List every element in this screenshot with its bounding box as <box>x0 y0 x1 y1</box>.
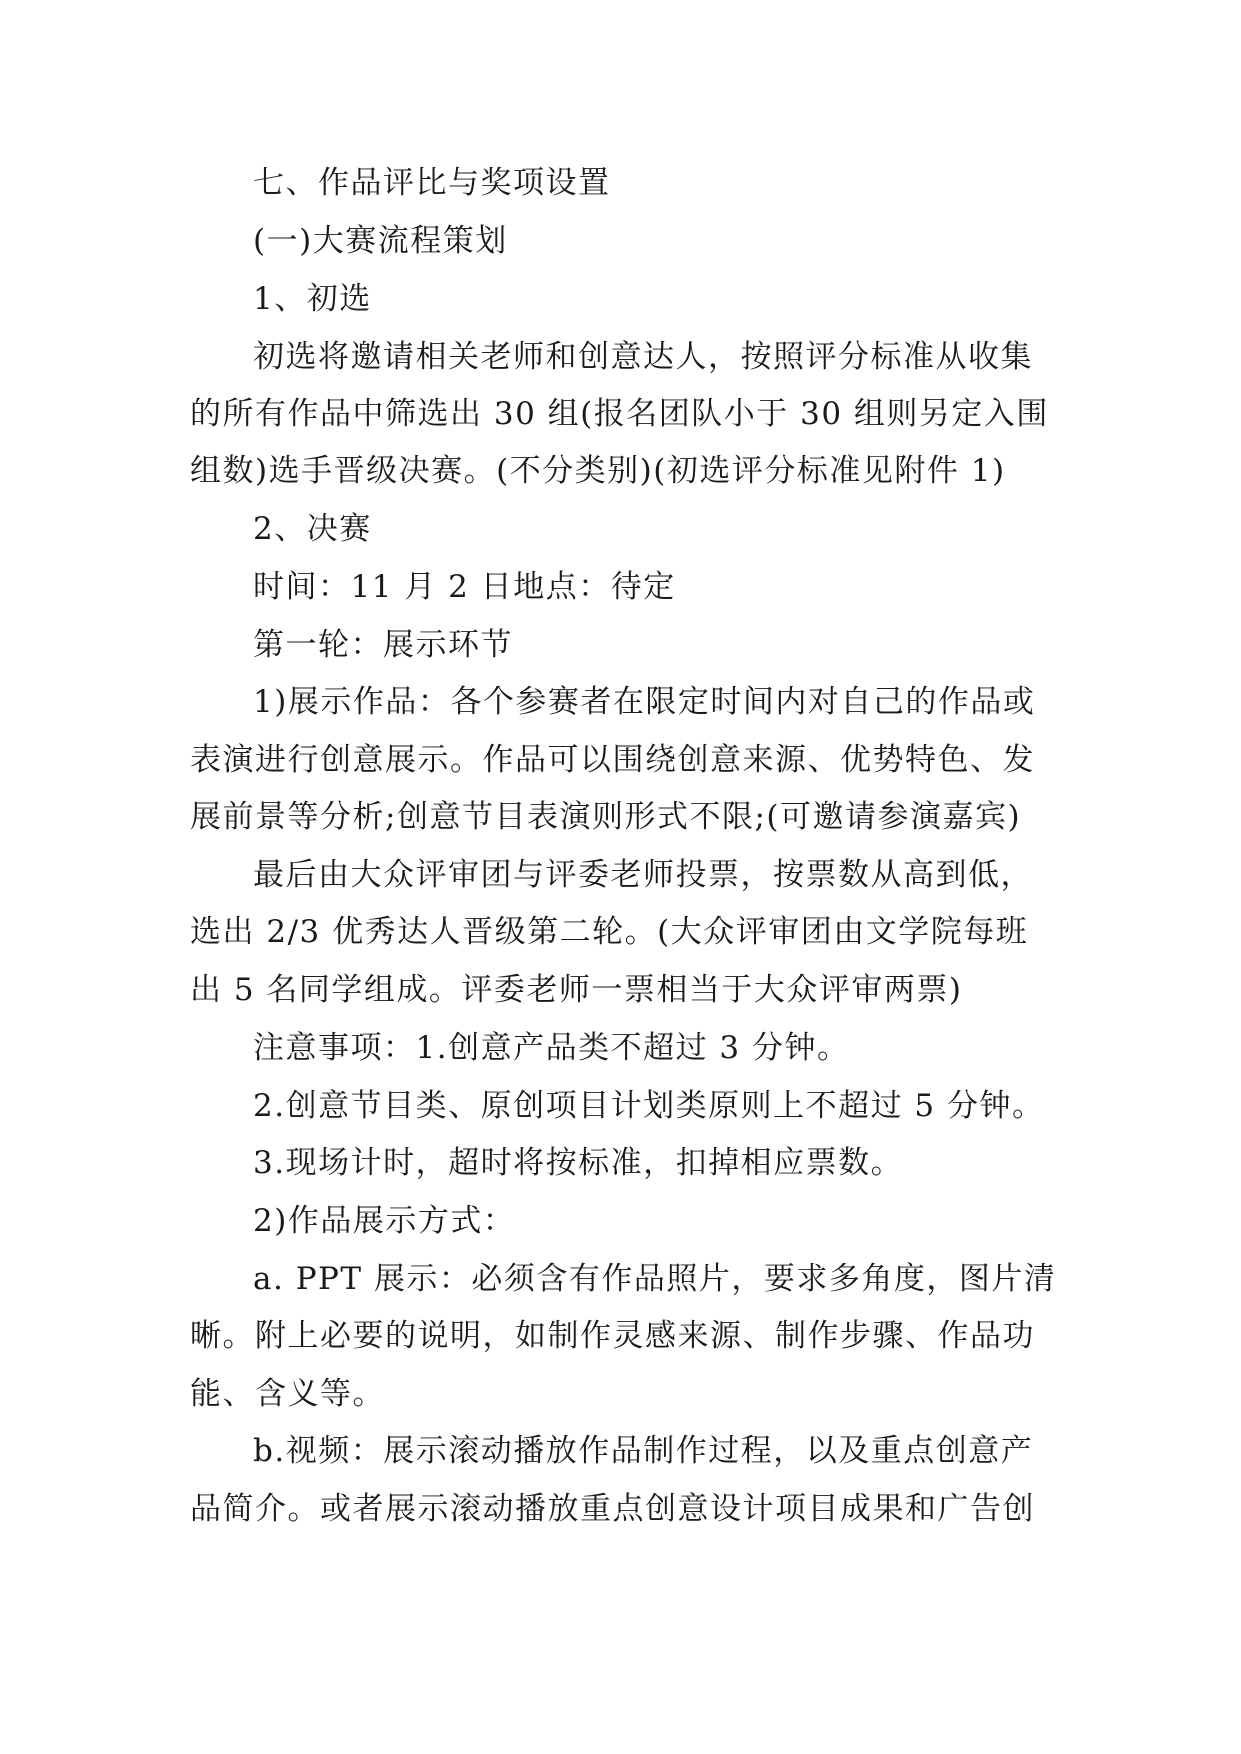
item-heading: 2、决赛 <box>253 511 372 547</box>
paragraph-line: 组数)选手晋级决赛。(不分类别)(初选评分标准见附件 1) <box>190 453 1006 489</box>
item-heading: 1、初选 <box>253 281 372 317</box>
paragraph-line: 注意事项：1.创意产品类不超过 3 分钟。 <box>253 1030 850 1066</box>
paragraph-line: 2.创意节目类、原创项目计划类原则上不超过 5 分钟。 <box>253 1088 1045 1124</box>
paragraph-line: 出 5 名同学组成。评委老师一票相当于大众评审两票) <box>190 972 963 1008</box>
paragraph-line: 2)作品展示方式： <box>253 1203 516 1239</box>
paragraph-line: 1)展示作品：各个参赛者在限定时间内对自己的作品或 <box>253 684 1036 720</box>
paragraph-line: 展前景等分析;创意节目表演则形式不限;(可邀请参演嘉宾) <box>190 799 1022 835</box>
paragraph-line: a. PPT 展示：必须含有作品照片，要求多角度，图片清 <box>253 1261 1057 1297</box>
paragraph-line: 初选将邀请相关老师和创意达人，按照评分标准从收集 <box>253 339 1033 375</box>
paragraph-line: 选出 2/3 优秀达人晋级第二轮。(大众评审团由文学院每班 <box>190 914 1029 950</box>
paragraph-line: 时间：11 月 2 日地点：待定 <box>253 569 676 605</box>
paragraph-line: 能、含义等。 <box>190 1376 385 1412</box>
paragraph-line: 第一轮：展示环节 <box>253 627 513 663</box>
paragraph-line: 的所有作品中筛选出 30 组(报名团队小于 30 组则另定入围 <box>190 396 1049 432</box>
paragraph-line: 3.现场计时，超时将按标准，扣掉相应票数。 <box>253 1145 904 1181</box>
paragraph-line: 最后由大众评审团与评委老师投票，按票数从高到低， <box>253 857 1033 893</box>
paragraph-line: 品简介。或者展示滚动播放重点创意设计项目成果和广告创 <box>190 1491 1035 1527</box>
subsection-heading: (一)大赛流程策划 <box>253 223 508 259</box>
section-heading: 七、作品评比与奖项设置 <box>253 165 611 201</box>
paragraph-line: 晰。附上必要的说明，如制作灵感来源、制作步骤、作品功 <box>190 1318 1035 1354</box>
paragraph-line: b.视频：展示滚动播放作品制作过程，以及重点创意产 <box>253 1433 1034 1469</box>
paragraph-line: 表演进行创意展示。作品可以围绕创意来源、优势特色、发 <box>190 742 1035 778</box>
